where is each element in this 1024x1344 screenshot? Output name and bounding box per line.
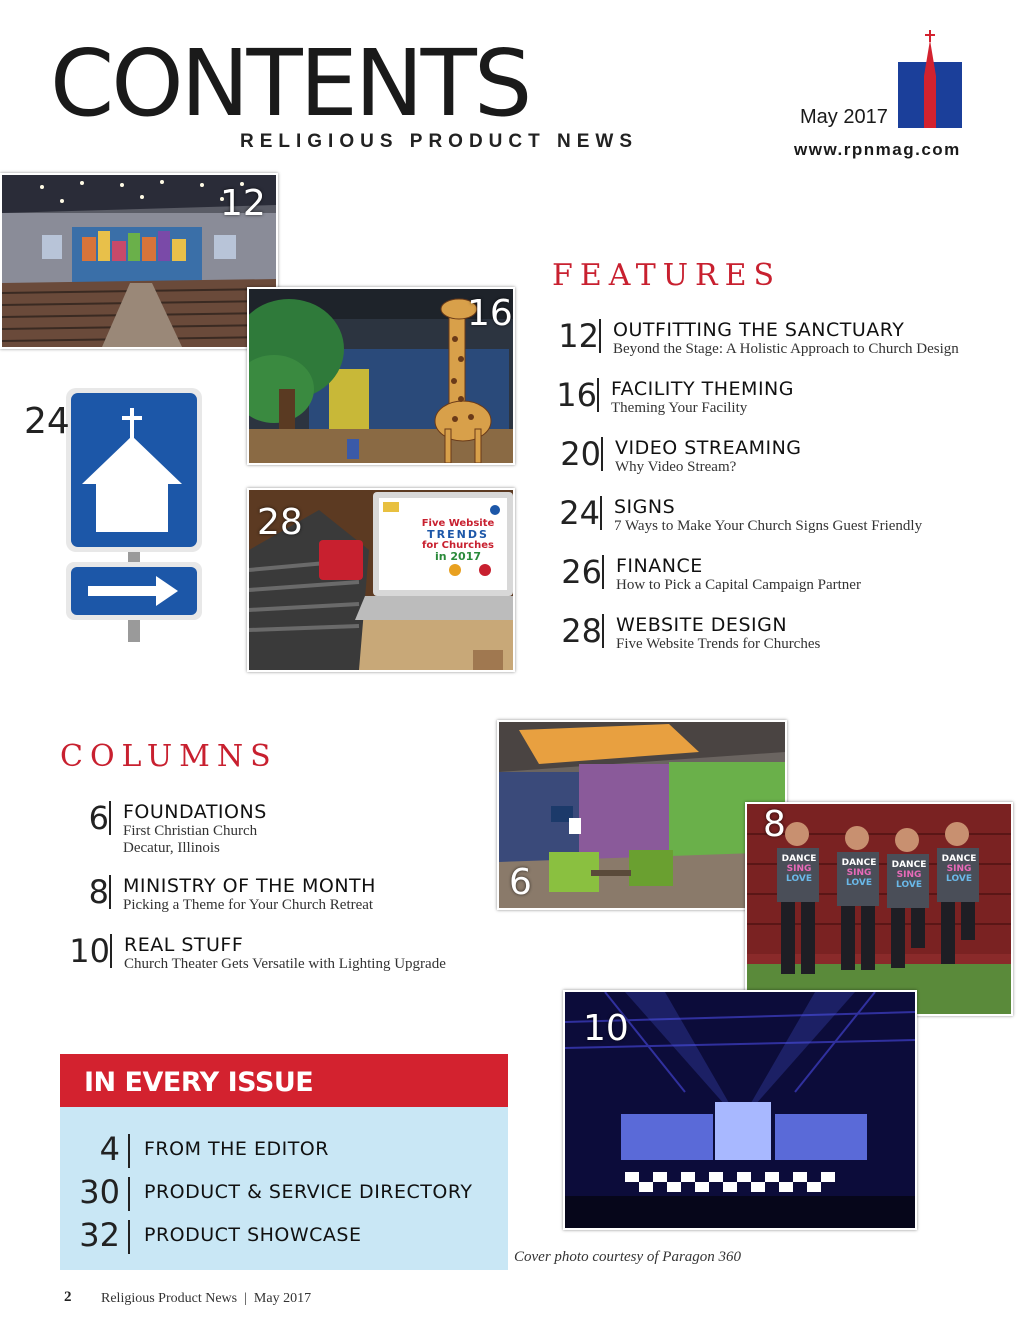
ministry-photo — [745, 802, 1013, 1016]
photo-page-number: 16 — [467, 293, 513, 334]
photo-page-number: 12 — [220, 183, 266, 224]
page-number: 12 — [558, 317, 599, 355]
church-steeple-logo-icon — [896, 28, 964, 130]
divider — [110, 934, 112, 968]
website-design-photo — [247, 488, 515, 672]
column-title: REAL STUFF — [124, 934, 244, 956]
feature-subtitle: How to Pick a Capital Campaign Partner — [616, 577, 861, 593]
issue-item-title: FROM THE EDITOR — [144, 1138, 329, 1160]
page-number: 32 — [79, 1216, 120, 1254]
page-title: CONTENTS — [50, 30, 530, 137]
divider — [600, 496, 602, 530]
column-subtitle: Picking a Theme for Your Church Retreat — [123, 897, 374, 913]
issue-item-title: PRODUCT & SERVICE DIRECTORY — [144, 1181, 473, 1203]
divider — [109, 875, 111, 909]
feature-item[interactable] — [560, 435, 802, 476]
facility-theming-photo — [247, 287, 515, 465]
photo-page-number: 28 — [257, 502, 303, 543]
divider — [128, 1134, 130, 1168]
page-number: 28 — [561, 612, 602, 650]
divider — [601, 437, 603, 471]
feature-title: FINANCE — [616, 555, 703, 577]
issue-item-title: PRODUCT SHOWCASE — [144, 1224, 362, 1246]
page-number: 20 — [560, 435, 601, 473]
column-subtitle: Church Theater Gets Versatile with Lighting Upgrade — [124, 956, 446, 972]
website-link[interactable]: www.rpnmag.com — [794, 140, 961, 159]
sanctuary-photo — [0, 173, 278, 349]
feature-item[interactable] — [558, 317, 959, 358]
divider — [602, 614, 604, 648]
divider — [602, 555, 604, 589]
photo-page-number: 10 — [583, 1008, 629, 1049]
photo-page-number: 6 — [509, 862, 532, 903]
issue-date: May 2017 — [800, 106, 888, 128]
feature-subtitle: Beyond the Stage: A Holistic Approach to Church Design — [613, 341, 959, 357]
feature-item[interactable] — [561, 612, 821, 653]
feature-item[interactable] — [561, 553, 861, 594]
column-item[interactable] — [69, 932, 446, 973]
column-subtitle-location: Decatur, Illinois — [123, 840, 220, 856]
in-every-issue-box — [60, 1054, 508, 1270]
page-number: 10 — [69, 932, 110, 970]
feature-subtitle: Theming Your Facility — [611, 400, 748, 416]
shirt-print: DANCE SING LOVE — [891, 860, 927, 890]
columns-heading: COLUMNS — [60, 739, 278, 774]
in-every-issue-title: IN EVERY ISSUE — [84, 1067, 314, 1098]
shirt-print: DANCE SING LOVE — [841, 858, 877, 888]
feature-title: OUTFITTING THE SANCTUARY — [613, 319, 905, 341]
magazine-name: RELIGIOUS PRODUCT NEWS — [240, 131, 639, 152]
feature-title: VIDEO STREAMING — [615, 437, 802, 459]
column-subtitle: First Christian Church — [123, 823, 258, 839]
divider — [128, 1220, 130, 1254]
shirt-print: DANCE SING LOVE — [941, 854, 977, 884]
in-every-issue-header — [60, 1054, 508, 1107]
feature-title: SIGNS — [614, 496, 676, 518]
divider — [597, 378, 599, 412]
shirt-print: DANCE SING LOVE — [781, 854, 817, 884]
column-title: FOUNDATIONS — [123, 801, 267, 823]
feature-title: FACILITY THEMING — [611, 378, 794, 400]
page-number: 4 — [99, 1130, 120, 1168]
page-number: 30 — [79, 1173, 120, 1211]
page-number: 26 — [561, 553, 602, 591]
divider — [128, 1177, 130, 1211]
feature-subtitle: Why Video Stream? — [615, 459, 737, 475]
cover-photo-caption: Cover photo courtesy of Paragon 360 — [514, 1249, 742, 1265]
page-number: 8 — [88, 873, 109, 911]
feature-subtitle: Five Website Trends for Churches — [616, 636, 821, 652]
page-number: 6 — [88, 799, 109, 837]
feature-item[interactable] — [559, 494, 923, 535]
feature-title: WEBSITE DESIGN — [616, 614, 788, 636]
feature-item[interactable] — [556, 376, 794, 417]
page-number: 16 — [556, 376, 597, 414]
foundations-photo — [497, 720, 787, 910]
church-signs-photo — [64, 386, 204, 642]
features-heading: FEATURES — [552, 258, 782, 293]
real-stuff-photo — [563, 990, 917, 1230]
column-item[interactable] — [88, 873, 376, 914]
feature-subtitle: 7 Ways to Make Your Church Signs Guest Friendly — [614, 518, 923, 534]
column-title: MINISTRY OF THE MONTH — [123, 875, 376, 897]
divider — [109, 801, 111, 835]
column-item[interactable] — [88, 799, 267, 857]
footer-page-number: 2 — [64, 1289, 72, 1305]
page-number: 24 — [559, 494, 600, 532]
photo-page-number: 8 — [763, 804, 786, 845]
divider — [599, 319, 601, 353]
website-screen-title: Five Website TRENDS for Churches in 2017 — [421, 518, 495, 563]
photo-page-number: 24 — [24, 401, 70, 442]
footer-text: Religious Product News | May 2017 — [101, 1291, 312, 1306]
